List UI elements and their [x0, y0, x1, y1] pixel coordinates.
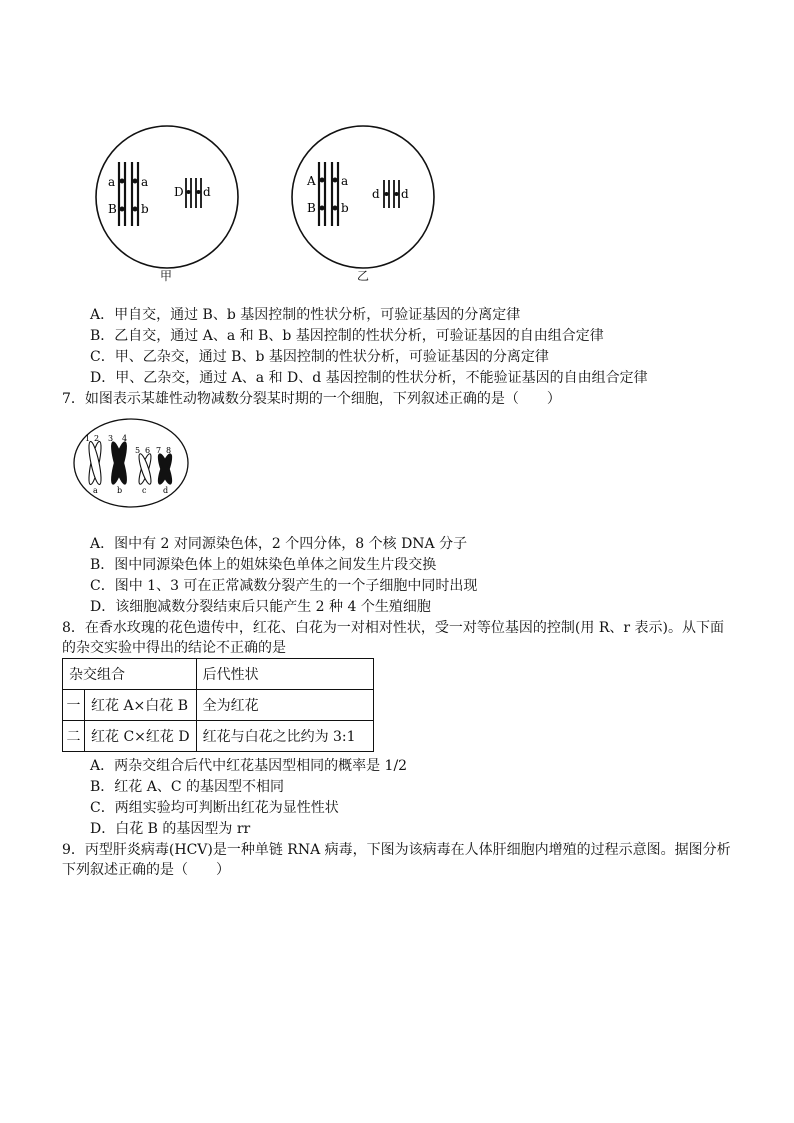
q6-option-c: C．甲、乙杂交，通过 B、b 基因控制的性状分析，可验证基因的分离定律: [90, 349, 549, 365]
chromatid-number: 3: [108, 434, 114, 443]
q7-option-b: B．图中同源染色体上的姐妹染色单体之间发生片段交换: [90, 557, 437, 573]
q8-stem-line1: 8．在香水玫瑰的花色遗传中，红花、白花为一对相对性状，受一对等位基因的控制(用 R、r 表示)。从下面: [62, 620, 724, 636]
gene-label: d: [372, 187, 380, 201]
caption-yi: 乙: [357, 269, 370, 283]
q7-option-d: D．该细胞减数分裂结束后只能产生 2 种 4 个生殖细胞: [90, 599, 431, 615]
gene-label: a: [108, 175, 116, 189]
q7-stem: 7．如图表示某雄性动物减数分裂某时期的一个细胞，下列叙述正确的是（ ）: [62, 391, 561, 407]
chromatid-number: 4: [122, 434, 128, 443]
table-cell: 全为红花: [196, 690, 373, 721]
q8-stem-line2: 的杂交实验中得出的结论不正确的是: [62, 640, 286, 656]
chromatid-number: 2: [94, 434, 100, 443]
cell-yi-figure: [290, 124, 436, 270]
q6-option-d: D．甲、乙杂交，通过 A、a 和 D、d 基因控制的性状分析，不能验证基因的自由组合定律: [90, 370, 648, 386]
q6-option-b: B．乙自交，通过 A、a 和 B、b 基因控制的性状分析，可验证基因的自由组合定律: [90, 328, 604, 344]
table-header-row: [63, 659, 374, 690]
q6-option-a: A．甲自交，通过 B、b 基因控制的性状分析，可验证基因的分离定律: [90, 307, 521, 323]
chromosome-letter: a: [93, 486, 98, 495]
gene-label: A: [307, 174, 316, 188]
gene-label: a: [141, 175, 149, 189]
gene-label: b: [141, 202, 149, 216]
q8-option-c: C．两组实验均可判断出红花为显性性状: [90, 800, 339, 816]
chromosome-letter: b: [117, 486, 123, 495]
q7-option-c: C．图中 1、3 可在正常减数分裂产生的一个子细胞中同时出现: [90, 578, 478, 594]
cross-experiment-table: [62, 658, 374, 752]
q8-option-a: A．两杂交组合后代中红花基因型相同的概率是 1/2: [90, 758, 408, 774]
q7-option-a: A．图中有 2 对同源染色体，2 个四分体，8 个核 DNA 分子: [90, 536, 468, 552]
gene-label: d: [203, 185, 211, 199]
chromatid-number: 7: [156, 446, 162, 455]
q8-option-b: B．红花 A、C 的基因型不相同: [90, 779, 285, 795]
cell-jia-figure: [94, 124, 240, 270]
gene-label: d: [401, 187, 409, 201]
q9-stem-line2: 下列叙述正确的是（ ）: [62, 862, 230, 878]
gene-label: B: [307, 201, 316, 215]
table-row: [63, 721, 374, 752]
table-header-cell: 后代性状: [196, 659, 373, 690]
chromosome-letter: d: [163, 486, 169, 495]
table-cell: 二: [63, 721, 85, 752]
caption-jia: 甲: [160, 269, 173, 283]
chromatid-number: 5: [135, 446, 141, 455]
q9-stem-line1: 9．丙型肝炎病毒(HCV)是一种单链 RNA 病毒，下图为该病毒在人体肝细胞内增殖的过程示意图。据图分析: [62, 842, 731, 858]
table-row: [63, 690, 374, 721]
table-cell: 红花 A×白花 B: [85, 690, 197, 721]
table-cell: 一: [63, 690, 85, 721]
table-header-cell: 杂交组合: [63, 659, 197, 690]
gene-label: b: [341, 201, 349, 215]
chromatid-number: 1: [85, 434, 91, 443]
meiosis-cell-figure: [72, 417, 190, 509]
chromatid-number: 6: [145, 446, 151, 455]
table-cell: 红花 C×红花 D: [85, 721, 197, 752]
table-cell: 红花与白花之比约为 3:1: [196, 721, 373, 752]
gene-label: D: [174, 185, 184, 199]
q8-option-d: D．白花 B 的基因型为 rr: [90, 821, 251, 837]
gene-label: a: [341, 174, 349, 188]
gene-label: B: [108, 202, 117, 216]
chromatid-number: 8: [166, 446, 172, 455]
chromosome-letter: c: [142, 486, 147, 495]
